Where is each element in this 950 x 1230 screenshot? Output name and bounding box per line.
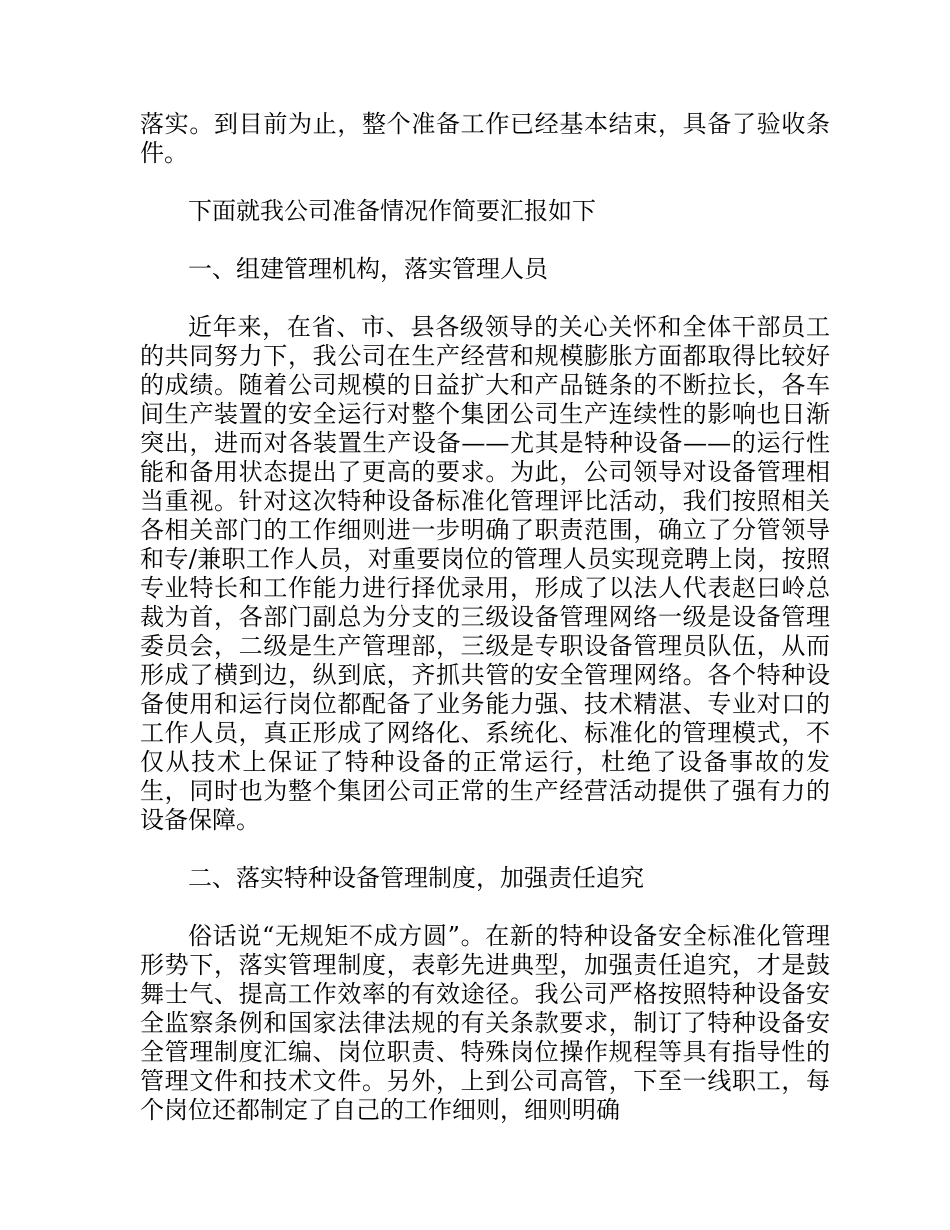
paragraph-body-1: 近年来，在省、市、县各级领导的关心关怀和全体干部员工的共同努力下，我公司在生产经营和规模膨胀方面都取得比较好的成绩。随着公司规模的日益扩大和产品链条的不断拉长，各车间生产装置的安全运行对整个集团公司生产连续性的影响也日渐突出，进而对各装置生产设备——尤其是特种设备——的运行性能和备用状态提出了更高的要求。为此，公司领导对设备管理相当重视。针对这次特种设备标准化管理评比活动，我们按照相关各相关部门的工作细则进一步明确了职责范围，确立了分管领导和专/兼职工作人员，对重要岗位的管理人员实现竞聘上岗，按照专业特长和工作能力进行择优录用，形成了以法人代表赵曰岭总裁为首，各部门副总为分支的三级设备管理网络一级是设备管理委员会，二级是生产管理部，三级是专职设备管理员队伍，从而形成了横到边，纵到底，齐抓共管的安全管理网络。各个特种设备使用和运行岗位都配备了业务能力强、技术精湛、专业对口的工作人员，真正形成了网络化、系统化、标准化的管理模式，不仅从技术上保证了特种设备的正常运行，杜绝了设备事故的发生，同时也为整个集团公司正常的生产经营活动提供了强有力的设备保障。	[140, 313, 830, 834]
paragraph-body-2: 俗话说“无规矩不成方圆”。在新的特种设备安全标准化管理形势下，落实管理制度，表彰先进典型，加强责任追究，才是鼓舞士气、提高工作效率的有效途径。我公司严格按照特种设备安全监察条例和国家法律法规的有关条款要求，制订了特种设备安全管理制度汇编、岗位职责、特殊岗位操作规程等具有指导性的管理文件和技术文件。另外，上到公司高管，下至一线职工，每个岗位还都制定了自己的工作细则，细则明确	[140, 922, 830, 1124]
paragraph-gap	[140, 893, 830, 922]
section-heading-2: 二、落实特种设备管理制度，加强责任追究	[188, 864, 644, 892]
paragraph-gap	[140, 168, 830, 197]
paragraph-intro: 下面就我公司准备情况作简要汇报如下	[188, 197, 596, 225]
document-body	[140, 110, 830, 1125]
paragraph-gap	[140, 284, 830, 313]
paragraph-gap	[140, 226, 830, 255]
section-heading-1: 一、组建管理机构，落实管理人员	[188, 255, 548, 283]
paragraph-continuation: 落实。到目前为止，整个准备工作已经基本结束，具备了验收条件。	[140, 110, 830, 167]
paragraph-gap	[140, 835, 830, 864]
